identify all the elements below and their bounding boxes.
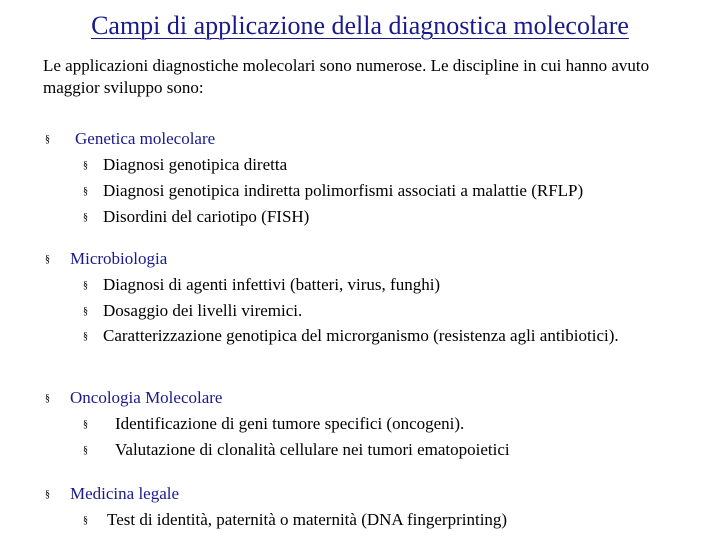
bullet-icon: § <box>45 393 50 404</box>
list-item-text: Identificazione di geni tumore specifici (oncogeni). <box>115 414 465 433</box>
section-heading-row <box>45 247 705 273</box>
bullet-icon: § <box>45 489 50 500</box>
section-heading-row <box>45 482 705 508</box>
bullet-icon: § <box>83 331 88 342</box>
section-heading-row <box>45 386 705 412</box>
list-item <box>83 205 705 231</box>
section-genetica <box>45 127 705 231</box>
page-title: Campi di applicazione della diagnostica molecolare <box>91 11 629 40</box>
list-item-text: Test di identità, paternità o maternità (DNA fingerprinting) <box>107 510 508 529</box>
section-heading-row <box>45 127 705 153</box>
list-item <box>83 153 705 179</box>
list-item-text: Diagnosi di agenti infettivi (batteri, virus, funghi) <box>103 275 441 294</box>
section-microbiologia <box>45 247 705 349</box>
list-item <box>83 179 705 205</box>
bullet-icon: § <box>83 419 88 430</box>
list-item-text: Disordini del cariotipo (FISH) <box>103 207 310 226</box>
bullet-icon: § <box>83 280 88 291</box>
list-item-text: Valutazione di clonalità cellulare nei tumori ematopoietici <box>115 440 510 459</box>
section-heading: Microbiologia <box>70 249 168 268</box>
section-heading: Medicina legale <box>70 484 180 503</box>
bullet-icon: § <box>83 515 88 526</box>
list-item <box>83 299 705 325</box>
list-item-text: Caratterizzazione genotipica del microrganismo (resistenza agli antibiotici). <box>103 326 619 345</box>
bullet-icon: § <box>83 186 88 197</box>
bullet-icon: § <box>83 160 88 171</box>
list-item <box>83 412 705 438</box>
list-item <box>83 325 705 349</box>
bullet-icon: § <box>45 254 50 265</box>
section-heading: Genetica molecolare <box>75 129 216 148</box>
list-item <box>83 438 705 464</box>
list-item-text: Diagnosi genotipica diretta <box>103 155 288 174</box>
list-item-text: Diagnosi genotipica indiretta polimorfismi associati a malattie (RFLP) <box>103 181 584 200</box>
bullet-icon: § <box>83 306 88 317</box>
bullet-icon: § <box>83 445 88 456</box>
list-item <box>83 273 705 299</box>
section-medicina-legale <box>45 482 705 534</box>
list-item <box>83 508 705 534</box>
section-heading: Oncologia Molecolare <box>70 388 223 407</box>
intro-paragraph: Le applicazioni diagnostiche molecolari sono numerose. Le discipline in cui hanno avuto maggior sviluppo sono: <box>43 56 650 97</box>
bullet-icon: § <box>83 212 88 223</box>
bullet-icon: § <box>45 134 50 145</box>
section-oncologia <box>45 386 705 464</box>
list-item-text: Dosaggio dei livelli viremici. <box>103 301 303 320</box>
